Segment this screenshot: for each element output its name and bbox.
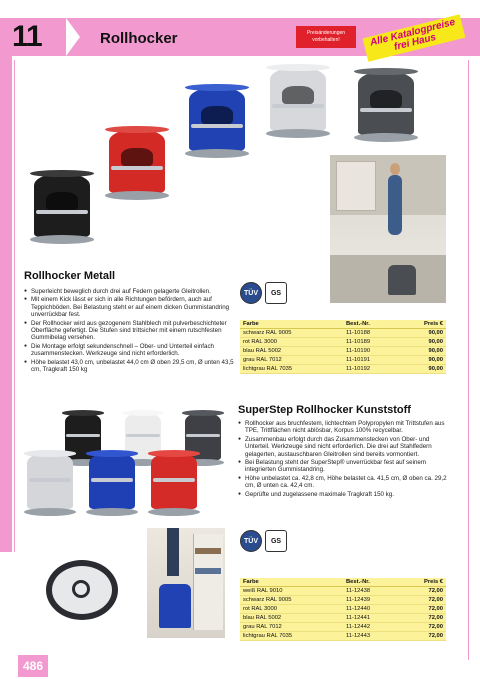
left-margin-line: [14, 60, 15, 552]
list-item: ● Bei Belastung steht der SuperStep® unverrückbar fest auf seinem integrierten Gummistandring.: [238, 459, 448, 474]
section2-bullets: [238, 420, 448, 499]
order-number-cell: 11-12439: [343, 596, 399, 605]
stool-lightgrey-plastic: [24, 450, 76, 516]
gs-logo: GS: [265, 530, 287, 552]
price-cell: 90,00: [399, 338, 446, 347]
price-cell: 72,00: [399, 614, 446, 623]
price-cell: 72,00: [399, 632, 446, 641]
stool-grey-metal: [354, 68, 418, 142]
list-item: ● Geprüfte und zugelassene maximale Tragkraft 150 kg.: [238, 491, 448, 498]
chapter-arrow: [66, 18, 80, 56]
list-item: ● Der Rollhocker wird aus gezogenem Stahlblech mit pulverbeschichteter Oberfläche gefertigt. Die Stufen sind trittsicher mit einem rutschfesten Gummibelag versehen.: [24, 320, 234, 342]
page-title: Rollhocker: [100, 30, 178, 47]
table-header: Preis €: [399, 320, 446, 329]
price-cell: 90,00: [399, 347, 446, 356]
stool-red-metal: [105, 126, 169, 200]
list-item: ● Die Montage erfolgt sekundenschnell – Ober- und Unterteil einfach zusammenstecken. Werkzeuge sind nicht erforderlich.: [24, 343, 234, 358]
table-row: [240, 605, 446, 614]
color-cell: lichtgrau RAL 7035: [240, 632, 343, 641]
list-item: ● Mit einem Kick lässt er sich in alle Richtungen befördern, auch auf Teppichböden. Bei Belastung steht er auf einem dicken Gummistandring unverrückbar fest.: [24, 296, 234, 318]
kitchen-photo: [330, 155, 446, 303]
stool-blue-metal: [185, 84, 249, 158]
price-change-note: Preisänderungen vorbehalten!: [296, 26, 356, 48]
stool-black-metal: [30, 170, 94, 244]
order-number-cell: 11-12438: [343, 587, 399, 596]
table-row: [240, 632, 446, 641]
table-header: Farbe: [240, 320, 343, 329]
order-number-cell: 11-10189: [343, 338, 399, 347]
color-cell: schwarz RAL 9005: [240, 329, 343, 338]
page-number: 486: [18, 655, 48, 677]
order-number-cell: 11-10192: [343, 365, 399, 374]
price-cell: 72,00: [399, 587, 446, 596]
table-header: Best.-Nr.: [343, 320, 399, 329]
order-number-cell: 11-12441: [343, 614, 399, 623]
stool-lightgrey-metal: [266, 64, 330, 138]
table-row: [240, 338, 446, 347]
color-cell: blau RAL 5002: [240, 614, 343, 623]
stool-blue-plastic: [86, 450, 138, 516]
color-cell: rot RAL 3000: [240, 605, 343, 614]
order-number-cell: 11-12443: [343, 632, 399, 641]
price-cell: 72,00: [399, 596, 446, 605]
tuv-logo: TÜV: [240, 530, 262, 552]
section2-price-table: [240, 578, 446, 641]
section1-bullets: [24, 288, 234, 374]
table-header: Best.-Nr.: [343, 578, 399, 587]
list-item: ● Rollhocker aus bruchfestem, lichtechtem Polypropylen mit Trittstufen aus TPE, Trittflächen nicht ablösbar, Korpus 100% recycelbar.: [238, 420, 448, 435]
order-number-cell: 11-10191: [343, 356, 399, 365]
section1-title: Rollhocker Metall: [24, 270, 116, 282]
table-header: Farbe: [240, 578, 343, 587]
color-cell: weiß RAL 9010: [240, 587, 343, 596]
table-row: [240, 356, 446, 365]
price-cell: 72,00: [399, 623, 446, 632]
order-number-cell: 11-12440: [343, 605, 399, 614]
color-cell: blau RAL 5002: [240, 347, 343, 356]
tuv-logo: TÜV: [240, 282, 262, 304]
list-item: ● Höhe belastet 43,0 cm, unbelastet 44,0 cm Ø oben 29,5 cm, Ø unten 43,5 cm, Tragkraft 150 kg: [24, 359, 234, 374]
catalog-price-stamp: Alle Katalogpreise frei Haus: [363, 14, 466, 61]
section2-title: SuperStep Rollhocker Kunststoff: [238, 404, 411, 416]
left-margin-bar: [0, 56, 12, 552]
price-cell: 90,00: [399, 356, 446, 365]
table-row: [240, 587, 446, 596]
section2-logos: [240, 530, 287, 552]
table-row: [240, 329, 446, 338]
list-item: ● Höhe unbelastet ca. 42,8 cm, Höhe belastet ca. 41,5 cm, Ø oben ca. 29,2 cm, Ø unten ca. 42,4 cm.: [238, 475, 448, 490]
color-cell: schwarz RAL 9005: [240, 596, 343, 605]
table-row: [240, 596, 446, 605]
table-row: [240, 623, 446, 632]
order-number-cell: 11-12442: [343, 623, 399, 632]
table-row: [240, 614, 446, 623]
color-cell: rot RAL 3000: [240, 338, 343, 347]
table-row: [240, 347, 446, 356]
section1-price-table: [240, 320, 446, 374]
right-margin-line: [468, 60, 469, 660]
color-cell: lichtgrau RAL 7035: [240, 365, 343, 374]
shelf-photo: [147, 528, 225, 638]
order-number-cell: 11-10188: [343, 329, 399, 338]
color-cell: grau RAL 7012: [240, 623, 343, 632]
list-item: ● Zusammenbau erfolgt durch das Zusammenstecken von Ober- und Unterteil. Werkzeuge sind nicht erforderlich. Die drei auf Stahlfedern gelagerten, austauschbaren Gleitrollen sind bereits vormontiert.: [238, 436, 448, 458]
stool-underside-photo: [42, 556, 122, 626]
section1-logos: [240, 282, 287, 304]
table-row: [240, 365, 446, 374]
list-item: ● Superleicht beweglich durch drei auf Federn gelagerte Gleitrollen.: [24, 288, 234, 295]
price-cell: 72,00: [399, 605, 446, 614]
order-number-cell: 11-10190: [343, 347, 399, 356]
price-cell: 90,00: [399, 365, 446, 374]
gs-logo: GS: [265, 282, 287, 304]
table-header: Preis €: [399, 578, 446, 587]
color-cell: grau RAL 7012: [240, 356, 343, 365]
stool-red-plastic: [148, 450, 200, 516]
chapter-number: 11: [12, 20, 42, 53]
price-cell: 90,00: [399, 329, 446, 338]
